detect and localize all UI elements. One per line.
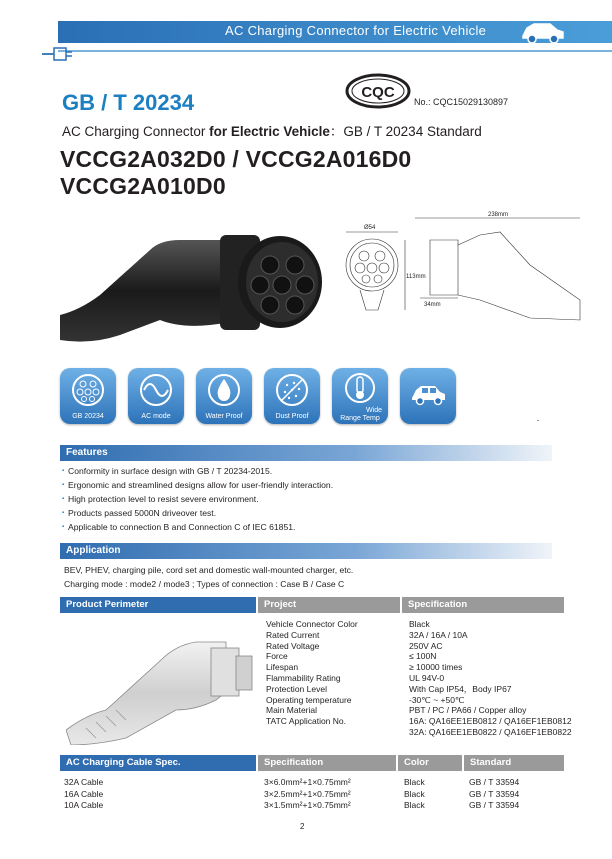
- stray-mark: [537, 420, 539, 421]
- cable-standard-cell: GB / T 33594: [469, 777, 520, 787]
- application-text: [64, 563, 353, 591]
- cable-name-cell: 10A Cable: [64, 800, 104, 810]
- list-item: ▪ Applicable to connection B and Connection C of IEC 61851.: [62, 520, 333, 534]
- table-row: [64, 789, 559, 801]
- perimeter-col-project: Project: [258, 597, 400, 613]
- table-row: [266, 619, 599, 630]
- table-row: [266, 705, 599, 716]
- table-row: [266, 630, 599, 641]
- dust-icon: [272, 372, 312, 408]
- application-heading: Application: [66, 545, 121, 556]
- spec-cell: UL 94V-0: [409, 672, 445, 683]
- connector-side-photo: [66, 620, 256, 745]
- cqc-logo: [345, 73, 411, 109]
- ac-mode-tile: [128, 368, 184, 424]
- cable-color-cell: Black: [404, 800, 425, 810]
- project-cell: Lifespan: [266, 662, 299, 673]
- water-drop-icon: [204, 372, 244, 408]
- project-cell: Main Material: [266, 705, 318, 716]
- table-row: [266, 673, 599, 684]
- cable-color-cell: Black: [404, 788, 425, 799]
- spec-cell: ≥ 10000 times: [409, 662, 463, 673]
- sine-wave-icon: [136, 372, 176, 408]
- icon-label: Water Proof: [205, 413, 243, 420]
- project-cell: Flammability Rating: [266, 672, 341, 683]
- application-line-1: BEV, PHEV, charging pile, cord set and domestic wall-mounted charger, etc.: [64, 565, 354, 575]
- dust-proof-tile: [264, 368, 320, 424]
- project-cell: Rated Voltage: [266, 640, 320, 651]
- dim-depth: 34mm: [424, 302, 441, 308]
- list-item: ▪ Products passed 5000N driveover test.: [62, 506, 333, 520]
- cable-spec-cell: 3×1.5mm²+1×0.75mm²: [264, 800, 351, 810]
- cable-col-color: Color: [398, 755, 462, 771]
- svg-text:CQC: CQC: [361, 84, 395, 101]
- connector-product-photo: [60, 220, 330, 345]
- table-row: [266, 695, 599, 706]
- thermometer-icon: [340, 372, 380, 408]
- cable-spec-cell: 3×2.5mm²+1×0.75mm²: [264, 788, 351, 799]
- spec-cell: Black: [409, 619, 430, 629]
- icon-label: Dust Proof: [275, 413, 309, 420]
- subtitle-part3: ：GB / T 20234 Standard: [329, 124, 482, 139]
- list-item: ▪ Ergonomic and streamlined designs allow for user-friendly interaction.: [62, 478, 333, 492]
- icon-label: [332, 407, 388, 423]
- standard-title: GB / T 20234: [62, 90, 195, 115]
- features-list: [62, 464, 333, 534]
- icon-label: GB 20234: [72, 413, 104, 420]
- spec-cell: ≤ 100N: [409, 651, 437, 662]
- cable-name-cell: 32A Cable: [64, 777, 104, 787]
- project-cell: TATC Application No.: [266, 716, 346, 727]
- spec-cell: 32A: QA16EE1EB0822 / QA16EF1EB0822: [409, 726, 572, 737]
- car-icon: [408, 376, 448, 412]
- water-proof-tile: [196, 368, 252, 424]
- car-outline-icon: [520, 16, 566, 46]
- list-item: ▪ Conformity in surface design with GB / T 20234-2015.: [62, 464, 333, 478]
- cable-header: [60, 755, 564, 771]
- subtitle-part1: AC Charging Connector: [62, 124, 210, 139]
- cable-name-cell: 16A Cable: [64, 788, 104, 799]
- table-row: [266, 716, 599, 727]
- cert-number: No.: CQC15029130897: [414, 97, 509, 107]
- table-row: [266, 684, 599, 695]
- dimension-drawing: [340, 210, 585, 330]
- icon-label: AC mode: [141, 413, 171, 420]
- project-cell: Protection Level: [266, 683, 327, 694]
- cable-col-spec: Specification: [258, 755, 396, 771]
- dim-height: 113mm: [406, 274, 426, 280]
- feature-icons: [60, 368, 456, 424]
- spec-cell: PBT / PC / PA66 / Copper alloy: [409, 705, 527, 716]
- application-header: [60, 543, 552, 559]
- cable-standard-cell: GB / T 33594: [469, 800, 520, 810]
- features-heading: Features: [66, 447, 108, 458]
- project-cell: Rated Current: [266, 629, 320, 640]
- table-row: [266, 727, 599, 738]
- header-banner: [0, 14, 612, 62]
- table-row: [64, 800, 559, 812]
- wide-range-temp-tile: [332, 368, 388, 424]
- project-cell: [266, 727, 409, 738]
- spec-cell: With Cap IP54，Body IP67: [409, 683, 512, 694]
- model-line-2: VCCG2A010D0: [60, 173, 226, 199]
- dim-total-length: 238mm: [488, 212, 509, 218]
- list-item: ▪ High protection level to resist severe environment.: [62, 492, 333, 506]
- cable-standard-cell: GB / T 33594: [469, 788, 520, 799]
- features-header: [60, 445, 552, 461]
- cable-spec-cell: 3×6.0mm²+1×0.75mm²: [264, 777, 351, 787]
- dim-diameter: Ø54: [364, 225, 376, 231]
- project-cell: Force: [266, 651, 288, 662]
- perimeter-header: [60, 597, 564, 613]
- page-number: 2: [300, 822, 305, 831]
- table-row: [64, 777, 559, 789]
- perimeter-col-title: Product Perimeter: [60, 597, 256, 613]
- socket-icon: [68, 372, 108, 408]
- icon-label-line1: Wide: [366, 407, 382, 414]
- banner-title: AC Charging Connector for Electric Vehicle: [225, 23, 487, 38]
- spec-cell: 32A / 16A / 10A: [409, 629, 468, 640]
- vehicle-tile: [400, 368, 456, 424]
- subtitle: [62, 120, 482, 140]
- banner-underline: [58, 50, 612, 52]
- table-row: [266, 662, 599, 673]
- project-cell: Operating temperature: [266, 694, 352, 705]
- spec-cell: 250V AC: [409, 640, 443, 651]
- application-line-2: Charging mode : mode2 / mode3 ; Types of connection : Case B / Case C: [64, 579, 345, 589]
- project-cell: Vehicle Connector Color: [266, 619, 358, 629]
- spec-cell: -30℃ ~ +50℃: [409, 694, 465, 705]
- model-numbers: [60, 146, 411, 200]
- cable-color-cell: Black: [404, 777, 425, 787]
- icon-label-line2: Range Temp: [340, 415, 380, 422]
- cable-col-title: AC Charging Cable Spec.: [60, 755, 256, 771]
- spec-cell: 16A: QA16EE1EB0812 / QA16EF1EB0812: [409, 716, 572, 727]
- table-row: [266, 651, 599, 662]
- table-row: [266, 641, 599, 652]
- model-line-1: VCCG2A032D0 / VCCG2A016D0: [60, 146, 412, 172]
- perimeter-col-spec: Specification: [402, 597, 564, 613]
- perimeter-table: [266, 619, 599, 738]
- gb20234-tile: [60, 368, 116, 424]
- cable-table: [64, 777, 559, 812]
- plug-icon: [40, 14, 80, 62]
- subtitle-part2: for Electric Vehicle: [209, 124, 330, 139]
- cable-col-standard: Standard: [464, 755, 564, 771]
